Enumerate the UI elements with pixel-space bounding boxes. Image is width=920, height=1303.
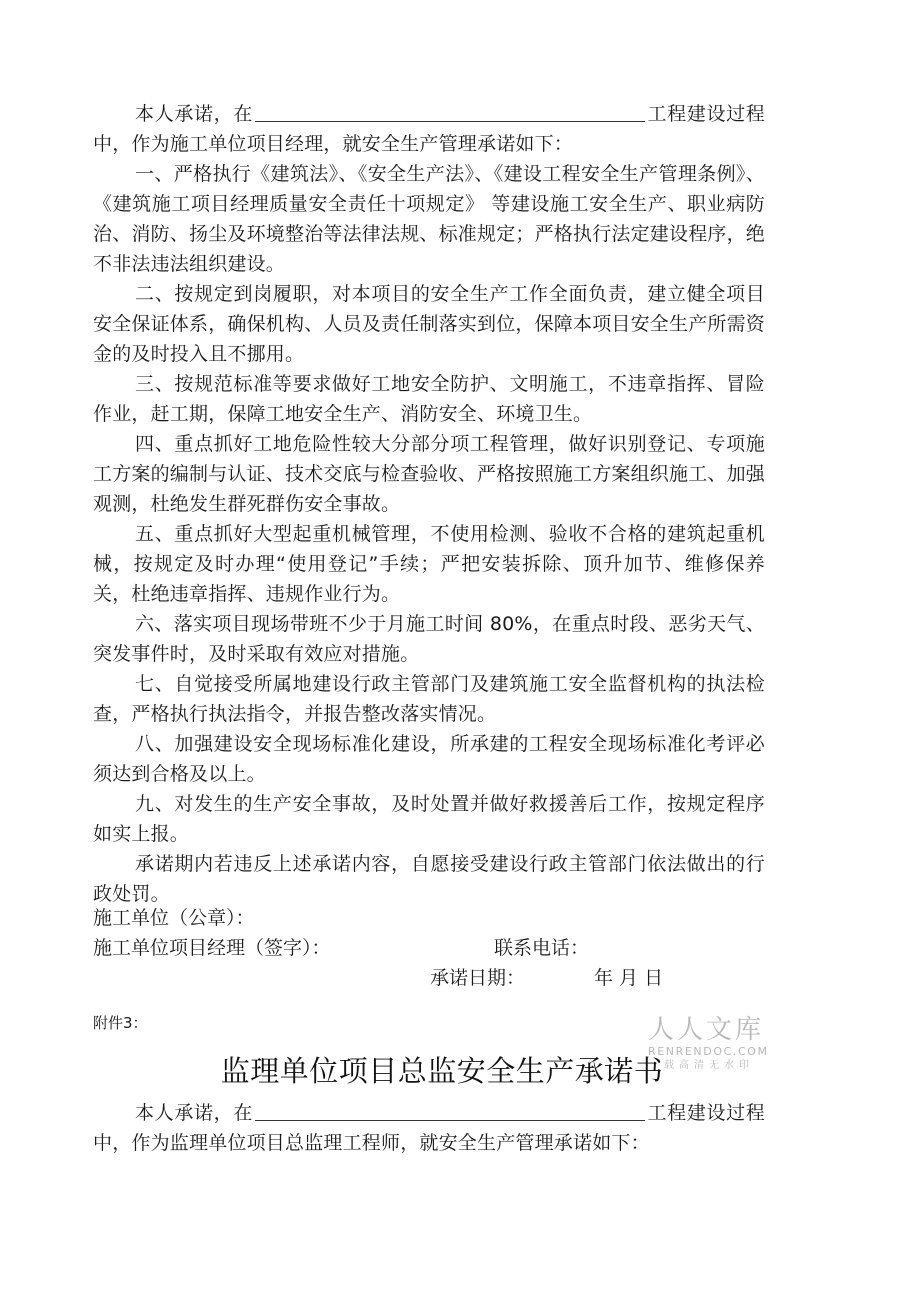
annex-intro-prefix: 本人承诺，在 [135, 1102, 253, 1124]
watermark-sub: 载高清无水印 [664, 1060, 754, 1071]
annex-intro [93, 1098, 765, 1158]
date-placeholder: 年 月 日 [594, 967, 664, 989]
phone-label: 联系电话： [494, 937, 590, 959]
watermark-url: RENRENDOC.COM [648, 1045, 769, 1058]
annex-label: 附件3： [93, 1014, 148, 1032]
watermark-main: 人人文库 [648, 1015, 765, 1045]
date-label: 承诺日期： [430, 967, 526, 989]
commitment-item-8: 八、加强建设安全现场标准化建设，所承建的工程安全现场标准化考评必须达到合格及以上。 [93, 733, 765, 785]
intro-suffix: 工程建设过程中，作为施工单位项目经理，就安全生产管理承诺如下： [93, 103, 765, 155]
commitment-item-9: 九、对发生的生产安全事故，及时处置并做好救援善后工作，按规定程序如实上报。 [93, 793, 765, 845]
unit-seal-label: 施工单位（公章）： [93, 907, 255, 929]
commitment-item-4: 四、重点抓好工地危险性较大分部分项工程管理，做好识别登记、专项施工方案的编制与认证、技术交底与检查验收、严格按照施工方案组织施工、加强观测，杜绝发生群死群伤安全事故。 [93, 433, 766, 515]
commitment-item-5: 五、重点抓好大型起重机械管理，不使用检测、验收不合格的建筑起重机械，按规定及时办理“使用登记”手续；严把安装拆除、顶升加节、维修保养关，杜绝违章指挥、违规作业行为。 [93, 523, 765, 605]
annex-title: 监理单位项目总监安全生产承诺书 [220, 1054, 664, 1088]
manager-signature-label: 施工单位项目经理（签字）： [93, 937, 331, 959]
commitment-item-7: 七、自觉接受所属地建设行政主管部门及建筑施工安全监督机构的执法检查，严格执行执法指令，并报告整改落实情况。 [93, 673, 765, 725]
annex-body [93, 1098, 765, 1158]
penalty-clause: 承诺期内若违反上述承诺内容，自愿接受建设行政主管部门依法做出的行政处罚。 [93, 853, 765, 905]
commitment-intro [93, 99, 765, 159]
commitment-item-3: 三、按规范标准等要求做好工地安全防护、文明施工，不违章指挥、冒险作业，赶工期，保障工地安全生产、消防安全、环境卫生。 [93, 373, 765, 425]
commitment-item-2: 二、按规定到岗履职，对本项目的安全生产工作全面负责，建立健全项目安全保证体系，确保机构、人员及责任制落实到位，保障本项目安全生产所需资金的及时投入且不挪用。 [93, 283, 766, 365]
annex-intro-suffix: 工程建设过程中，作为监理单位项目总监理工程师，就安全生产管理承诺如下： [93, 1102, 765, 1154]
commitment-item-6: 六、落实项目现场带班不少于月施工时间 80%，在重点时段、恶劣天气、突发事件时，及时采取有效应对措施。 [93, 613, 765, 665]
commitment-item-1: 一、严格执行《建筑法》、《安全生产法》、《建设工程安全生产管理条例》、《建筑施工项目经理质量安全责任十项规定》 等建设施工安全生产、职业病防治、消防、扬尘及环境整治等法律法规、标准规定；严格执行法定建设程序，绝不非法违法组织建设。 [93, 163, 766, 275]
annex-project-name-blank [255, 1100, 645, 1121]
intro-prefix: 本人承诺，在 [135, 103, 253, 125]
commitment-body [93, 99, 765, 909]
project-name-blank [255, 101, 645, 122]
